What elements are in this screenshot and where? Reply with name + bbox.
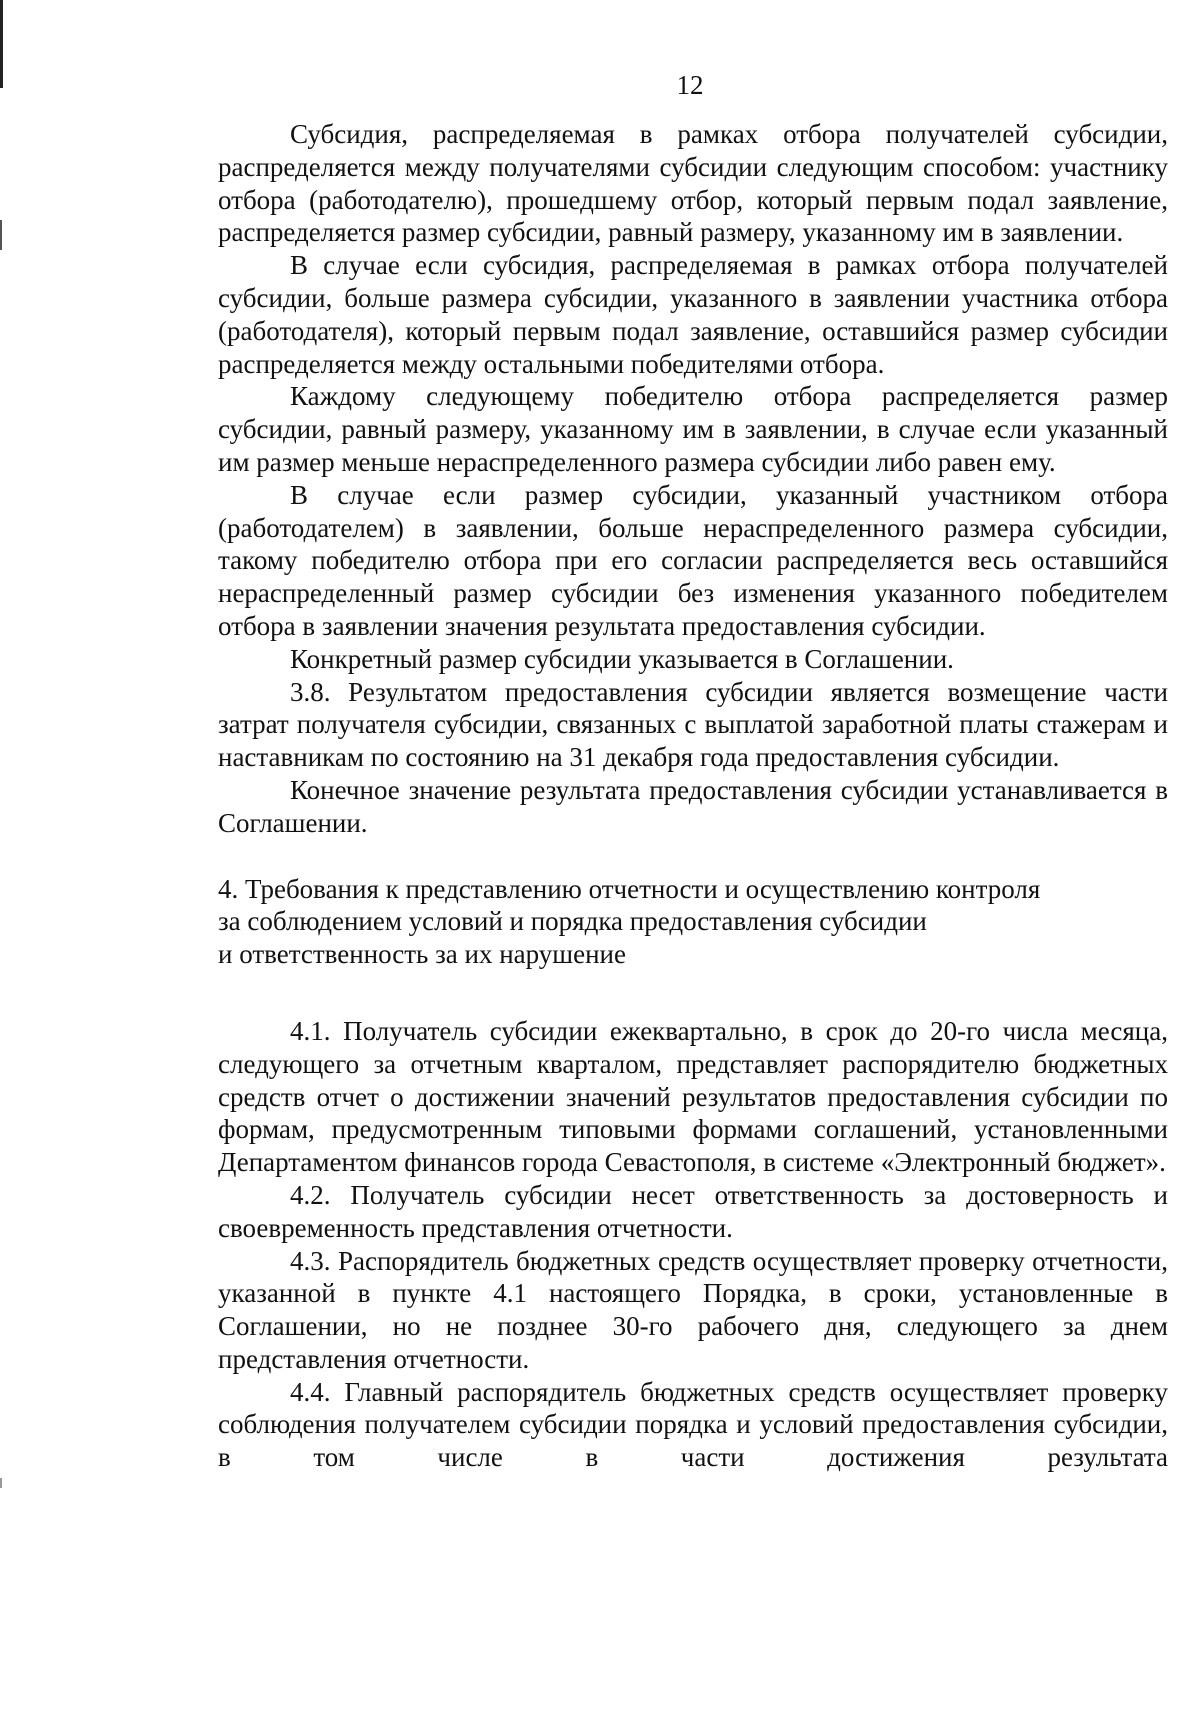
section-heading-line: 4. Требования к представлению отчетности и осуществлению контроля bbox=[218, 873, 1041, 904]
paragraph: Конечное значение результата предоставления субсидии устанавливается в Соглашении. bbox=[218, 774, 1168, 838]
paragraph: В случае если размер субсидии, указанный участником отбора (работодателем) в заявлении, больше нераспределенного размера субсидии, такому победителю отбора при его согласии распределяется весь оставшийся нераспределенный размер субсидии без изменения указанного победителем отбора в заявлении значения результата предоставления субсидии. bbox=[218, 479, 1168, 641]
paragraph: 4.4. Главный распорядитель бюджетных средств осуществляет проверку соблюдения получателем субсидии порядка и условий предоставления субсидии, в том числе в части достижения результата bbox=[218, 1376, 1168, 1473]
paragraph: В случае если субсидия, распределяемая в рамках отбора получателей субсидии, больше размера субсидии, указанного в заявлении участника отбора (работодателя), который первым подал заявление, оставшийся размер субсидии распределяется между остальными победителями отбора. bbox=[218, 250, 1168, 379]
paragraph: Конкретный размер субсидии указывается в Соглашении. bbox=[290, 643, 954, 674]
document-body bbox=[218, 118, 1168, 1474]
paragraph: 3.8. Результатом предоставления субсидии является возмещение части затрат получателя субсидии, связанных с выплатой заработной платы стажерам и наставникам по состоянию на 31 декабря года предоставления субсидии. bbox=[218, 676, 1168, 773]
paragraph: 4.1. Получатель субсидии ежеквартально, в срок до 20-го числа месяца, следующего за отчетным кварталом, представляет распорядителю бюджетных средств отчет о достижении значений результатов предоставления субсидии по формам, предусмотренным типовыми формами соглашений, установленными Департаментом финансов города Севастополя, в системе «Электронный бюджет». bbox=[218, 1015, 1168, 1178]
paragraph: Субсидия, распределяемая в рамках отбора получателей субсидии, распределяется между получателями субсидии следующим способом: участнику отбора (работодателю), прошедшему отбор, который первым подал заявление, распределяется размер субсидии, равный размеру, указанному им в заявлении. bbox=[218, 119, 1168, 248]
scan-edge-mark bbox=[0, 1478, 2, 1488]
section-heading-line: за соблюдением условий и порядка предоставления субсидии bbox=[218, 906, 927, 937]
scan-edge-mark bbox=[0, 220, 2, 250]
paragraph: 4.2. Получатель субсидии несет ответственность за достоверность и своевременность представления отчетности. bbox=[218, 1179, 1168, 1243]
paragraph: Каждому следующему победителю отбора распределяется размер субсидии, равный размеру, указанному им в заявлении, в случае если указанный им размер меньше нераспределенного размера субсидии либо равен ему. bbox=[218, 381, 1168, 477]
section-heading bbox=[218, 873, 1168, 971]
section-heading-line: и ответственность за их нарушение bbox=[218, 939, 626, 970]
page-number: 12 bbox=[676, 70, 704, 100]
paragraph: 4.3. Распорядитель бюджетных средств осуществляет проверку отчетности, указанной в пункте 4.1 настоящего Порядка, в сроки, установленные в Соглашении, но не позднее 30-го рабочего дня, следующего за днем представления отчетности. bbox=[218, 1245, 1168, 1374]
